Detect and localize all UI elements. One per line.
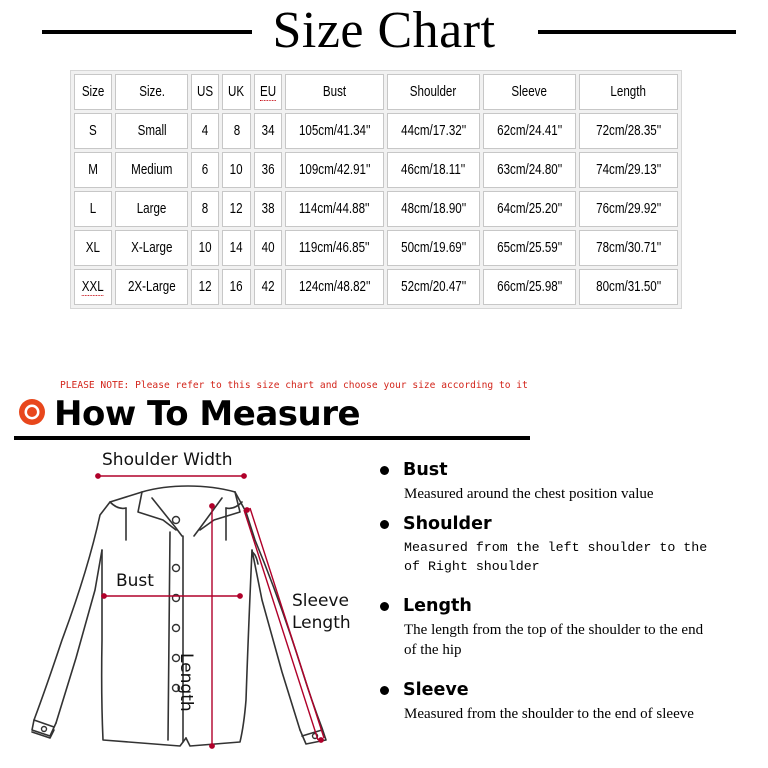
table-cell: Large bbox=[115, 191, 188, 227]
table-cell: 38 bbox=[254, 191, 282, 227]
table-cell: 80cm/31.50'' bbox=[579, 269, 678, 305]
table-cell: 74cm/29.13'' bbox=[579, 152, 678, 188]
table-row bbox=[74, 269, 678, 305]
shirt-diagram bbox=[0, 440, 380, 768]
size-note: PLEASE NOTE: Please refer to this size chart and choose your size according to it bbox=[60, 380, 528, 391]
table-cell: 72cm/28.35'' bbox=[579, 113, 678, 149]
table-cell: M bbox=[74, 152, 112, 188]
table-cell: 10 bbox=[222, 152, 250, 188]
table-cell: 119cm/46.85'' bbox=[285, 230, 384, 266]
table-cell: 12 bbox=[191, 269, 219, 305]
bullet-icon bbox=[380, 686, 389, 695]
table-cell: 8 bbox=[222, 113, 250, 149]
definition-term: Sleeve bbox=[403, 680, 469, 700]
table-cell: 44cm/17.32'' bbox=[387, 113, 480, 149]
page-title: Size Chart bbox=[0, 0, 768, 62]
size-table bbox=[70, 70, 682, 309]
table-cell: 10 bbox=[191, 230, 219, 266]
table-cell: 64cm/25.20'' bbox=[483, 191, 576, 227]
label-shoulder-width: Shoulder Width bbox=[102, 450, 233, 470]
bullet-icon bbox=[380, 520, 389, 529]
table-cell: S bbox=[74, 113, 112, 149]
table-cell: 50cm/19.69'' bbox=[387, 230, 480, 266]
table-cell: XL bbox=[74, 230, 112, 266]
table-cell: 124cm/48.82'' bbox=[285, 269, 384, 305]
table-cell: 6 bbox=[191, 152, 219, 188]
table-cell: 42 bbox=[254, 269, 282, 305]
table-cell: 109cm/42.91'' bbox=[285, 152, 384, 188]
bullet-icon bbox=[380, 466, 389, 475]
table-row bbox=[74, 230, 678, 266]
table-cell: 34 bbox=[254, 113, 282, 149]
definition-desc: Measured from the shoulder to the end of sleeve bbox=[404, 706, 694, 722]
table-cell: 8 bbox=[191, 191, 219, 227]
table-cell: L bbox=[74, 191, 112, 227]
header-cell: Size. bbox=[115, 74, 188, 110]
table-cell: X-Large bbox=[115, 230, 188, 266]
definition-desc: Measured around the chest position value bbox=[404, 486, 654, 502]
table-cell: 66cm/25.98'' bbox=[483, 269, 576, 305]
label-bust: Bust bbox=[116, 571, 154, 591]
definition-desc: The length from the top of the shoulder to the end of the hip bbox=[404, 622, 704, 658]
table-cell: 48cm/18.90'' bbox=[387, 191, 480, 227]
table-cell: 105cm/41.34'' bbox=[285, 113, 384, 149]
table-cell: 2X-Large bbox=[115, 269, 188, 305]
header-cell: Length bbox=[579, 74, 678, 110]
header-cell: Bust bbox=[285, 74, 384, 110]
label-length: Length bbox=[176, 653, 196, 712]
definition-term: Shoulder bbox=[403, 514, 492, 534]
table-cell: 114cm/44.88'' bbox=[285, 191, 384, 227]
header-cell: EU bbox=[254, 74, 282, 110]
header-cell: Shoulder bbox=[387, 74, 480, 110]
bullet-icon bbox=[380, 602, 389, 611]
table-row bbox=[74, 152, 678, 188]
table-cell: 4 bbox=[191, 113, 219, 149]
table-cell: 76cm/29.92'' bbox=[579, 191, 678, 227]
target-icon bbox=[17, 397, 47, 427]
label-sleeve-length: Length bbox=[292, 613, 351, 633]
definition-term: Bust bbox=[403, 460, 448, 480]
table-cell: 46cm/18.11'' bbox=[387, 152, 480, 188]
table-cell: 63cm/24.80'' bbox=[483, 152, 576, 188]
table-header-row bbox=[74, 74, 678, 110]
header-cell: Size bbox=[74, 74, 112, 110]
table-cell: 78cm/30.71'' bbox=[579, 230, 678, 266]
table-row bbox=[74, 191, 678, 227]
table-cell: XXL bbox=[74, 269, 112, 305]
table-cell: Small bbox=[115, 113, 188, 149]
measure-heading: How To Measure bbox=[54, 394, 361, 434]
table-cell: 52cm/20.47'' bbox=[387, 269, 480, 305]
label-sleeve: Sleeve bbox=[292, 591, 349, 611]
table-cell: 62cm/24.41'' bbox=[483, 113, 576, 149]
table-cell: 12 bbox=[222, 191, 250, 227]
table-cell: 16 bbox=[222, 269, 250, 305]
table-cell: 65cm/25.59'' bbox=[483, 230, 576, 266]
definition-term: Length bbox=[403, 596, 472, 616]
header-cell: US bbox=[191, 74, 219, 110]
table-cell: Medium bbox=[115, 152, 188, 188]
table-cell: 36 bbox=[254, 152, 282, 188]
table-cell: 14 bbox=[222, 230, 250, 266]
definition-desc: Measured from the left shoulder to the of Right shoulder bbox=[404, 540, 708, 574]
header-cell: UK bbox=[222, 74, 250, 110]
header-cell: Sleeve bbox=[483, 74, 576, 110]
table-cell: 40 bbox=[254, 230, 282, 266]
table-row bbox=[74, 113, 678, 149]
